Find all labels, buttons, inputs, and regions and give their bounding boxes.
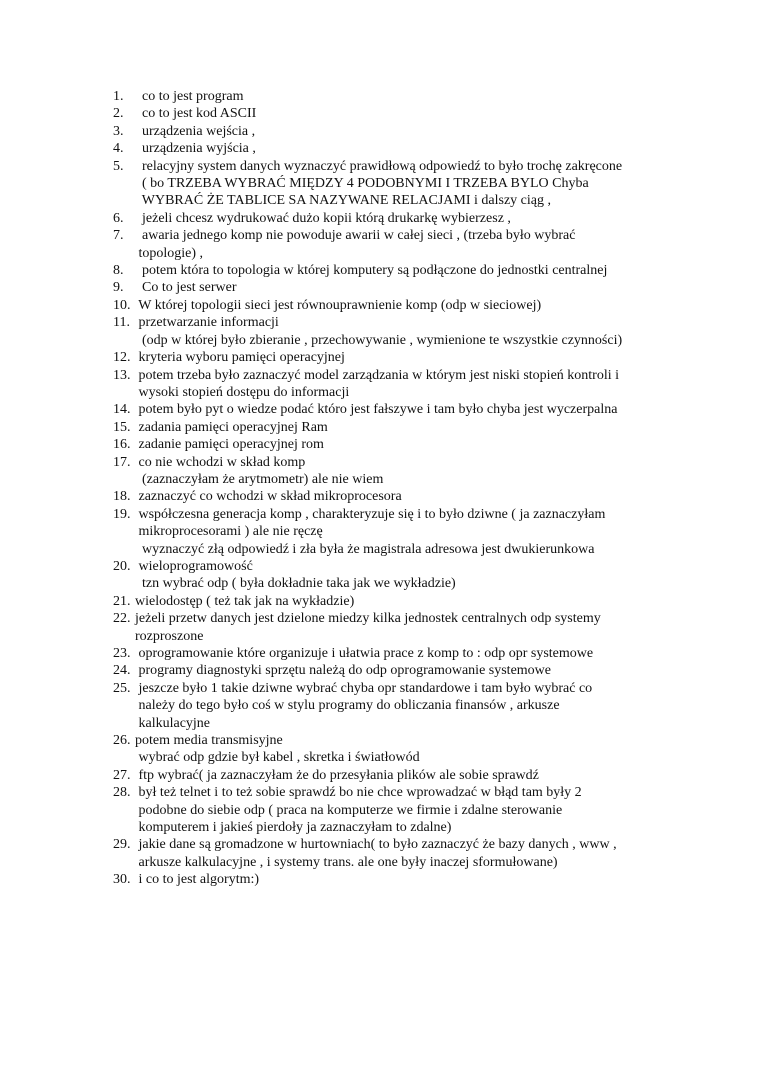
item-text-line: awaria jednego komp nie powoduje awarii w całej sieci , (trzeba było wybrać: [135, 228, 576, 244]
item-text-line: mikroprocesorami ) ale nie ręczę: [135, 524, 323, 540]
item-text-line: (zaznaczyłam że arytmometr) ale nie wiem: [135, 471, 384, 487]
item-text-line: co nie wchodzi w skład komp: [135, 454, 306, 470]
item-text-line: wieloprogramowość: [135, 558, 253, 574]
item-text: [135, 419, 693, 436]
item-text: [135, 454, 693, 489]
item-text-line: potem która to topologia w której komputery są podłączone do jednostki centralnej: [135, 263, 608, 279]
item-number: 8.: [113, 263, 124, 279]
item-number: 9.: [113, 280, 124, 296]
item-text: [135, 610, 693, 645]
item-text-line: wysoki stopień dostępu do informacji: [135, 384, 350, 400]
item-text: [135, 871, 693, 888]
item-number: 13.: [113, 367, 131, 383]
item-number: 14.: [113, 402, 131, 418]
item-text-line: jeszcze było 1 takie dziwne wybrać chyba opr standardowe i tam było wybrać co: [135, 680, 593, 696]
item-number: 15.: [113, 419, 131, 435]
list-item: [113, 88, 693, 105]
item-number: 17.: [113, 454, 131, 470]
item-number: 23.: [113, 646, 131, 661]
item-text-line: Co to jest serwer: [135, 280, 237, 296]
item-text: [135, 784, 693, 836]
item-text: [135, 210, 693, 227]
item-text: [135, 836, 693, 871]
list-item: [113, 105, 693, 122]
list-item: [113, 871, 693, 888]
item-text: [135, 645, 693, 662]
list-item: [113, 297, 693, 314]
list-item: [113, 662, 693, 679]
item-text-line: potem trzeba było zaznaczyć model zarządzania w którym jest niski stopień kontroli i: [135, 367, 619, 383]
item-number: 27.: [113, 767, 131, 783]
list-item: [113, 680, 693, 732]
item-text-line: co to jest program: [135, 89, 244, 104]
item-number: 21.: [113, 593, 131, 609]
list-item: [113, 558, 693, 593]
list-item: [113, 593, 693, 610]
item-number: 16.: [113, 437, 131, 453]
item-text: [135, 158, 693, 210]
item-number: 25.: [113, 680, 131, 696]
item-text-line: komputerem i jakieś pierdoły ja zaznaczyłam to zdalne): [135, 820, 452, 836]
item-text-line: ftp wybrać( ja zaznaczyłam że do przesyłania plików ale sobie sprawdź: [135, 767, 539, 783]
item-text-line: współczesna generacja komp , charakteryzuje się i to było dziwne ( ja zaznaczyłam: [135, 506, 606, 522]
item-number: 26.: [113, 733, 131, 749]
item-number: 19.: [113, 506, 131, 522]
item-text: [135, 297, 693, 314]
question-list: [113, 88, 693, 889]
item-text-line: rozproszone: [135, 628, 204, 644]
list-item: [113, 436, 693, 453]
item-text-line: potem media transmisyjne: [135, 733, 283, 749]
item-number: 1.: [113, 89, 124, 104]
list-item: [113, 645, 693, 662]
item-text-line: potem było pyt o wiedze podać któro jest fałszywe i tam było chyba jest wyczerpalna: [135, 402, 618, 418]
item-text: [135, 558, 693, 593]
item-text-line: arkusze kalkulacyjne , i systemy trans. ale one były inaczej sformułowane): [135, 854, 558, 870]
item-number: 22.: [113, 611, 131, 627]
item-number: 20.: [113, 558, 131, 574]
item-text: [135, 662, 693, 679]
list-item: [113, 610, 693, 645]
item-text-line: jakie dane są gromadzone w hurtowniach( to było zaznaczyć że bazy danych , www ,: [135, 837, 617, 853]
item-number: 28.: [113, 785, 131, 801]
item-text-line: (odp w której było zbieranie , przechowywanie , wymienione te wszystkie czynności): [135, 332, 623, 348]
item-text-line: był też telnet i to też sobie sprawdź bo nie chce wprowadzać w błąd tam były 2: [135, 785, 582, 801]
item-text: [135, 680, 693, 732]
item-text-line: przetwarzanie informacji: [135, 315, 279, 331]
item-text: [135, 488, 693, 505]
list-item: [113, 262, 693, 279]
item-text-line: zadania pamięci operacyjnej Ram: [135, 419, 328, 435]
item-text: [135, 123, 693, 140]
item-text-line: WYBRAĆ ŻE TABLICE SA NAZYWANE RELACJAMI i dalszy ciąg ,: [135, 193, 552, 209]
item-text-line: należy do tego było coś w stylu programy do obliczania finansów , arkusze: [135, 698, 560, 714]
item-number: 30.: [113, 872, 131, 888]
list-item: [113, 419, 693, 436]
item-text-line: zadanie pamięci operacyjnej rom: [135, 437, 324, 453]
item-text: [135, 105, 693, 122]
item-text-line: urządzenia wejścia ,: [135, 123, 256, 139]
item-text-line: kalkulacyjne: [135, 715, 211, 731]
item-text: [135, 436, 693, 453]
item-number: 24.: [113, 663, 131, 679]
list-item: [113, 784, 693, 836]
item-number: 4.: [113, 141, 124, 157]
item-text-line: ( bo TRZEBA WYBRAĆ MIĘDZY 4 PODOBNYMI I TRZEBA BYLO Chyba: [135, 176, 589, 192]
item-text-line: co to jest kod ASCII: [135, 106, 257, 122]
item-number: 18.: [113, 489, 131, 505]
item-text: [135, 88, 693, 105]
item-number: 6.: [113, 210, 124, 226]
item-number: 11.: [113, 315, 130, 331]
item-text-line: urządzenia wyjścia ,: [135, 141, 256, 157]
item-text-line: wybrać odp gdzie był kabel , skretka i światłowód: [135, 750, 420, 766]
list-item: [113, 506, 693, 558]
item-text: [135, 140, 693, 157]
item-text: [135, 767, 693, 784]
list-item: [113, 836, 693, 871]
item-text-line: W której topologii sieci jest równouprawnienie komp (odp w sieciowej): [135, 297, 542, 313]
item-number: 12.: [113, 350, 131, 366]
item-text-line: i co to jest algorytm:): [135, 872, 260, 888]
item-text: [135, 349, 693, 366]
item-number: 7.: [113, 228, 124, 244]
item-number: 3.: [113, 123, 124, 139]
item-text-line: wielodostęp ( też tak jak na wykładzie): [135, 593, 355, 609]
item-text-line: jeżeli przetw danych jest dzielone miedzy kilka jednostek centralnych odp systemy: [135, 611, 601, 627]
item-text: [135, 401, 693, 418]
list-item: [113, 314, 693, 349]
list-item: [113, 123, 693, 140]
item-number: 29.: [113, 837, 131, 853]
list-item: [113, 488, 693, 505]
item-text: [135, 227, 693, 262]
item-text-line: oprogramowanie które organizuje i ułatwia prace z komp to : odp opr systemowe: [135, 646, 594, 661]
item-text-line: wyznaczyć złą odpowiedź i zła była że magistrala adresowa jest dwukierunkowa: [135, 541, 595, 557]
item-number: 5.: [113, 158, 124, 174]
item-text: [135, 593, 693, 610]
list-item: [113, 210, 693, 227]
list-item: [113, 158, 693, 210]
item-text-line: relacyjny system danych wyznaczyć prawidłową odpowiedź to było trochę zakręcone: [135, 158, 623, 174]
list-item: [113, 140, 693, 157]
item-number: 2.: [113, 106, 124, 122]
list-item: [113, 227, 693, 262]
item-text-line: tzn wybrać odp ( była dokładnie taka jak we wykładzie): [135, 576, 456, 592]
item-text-line: topologie) ,: [135, 245, 204, 261]
item-text: [135, 732, 693, 767]
list-item: [113, 732, 693, 767]
list-item: [113, 279, 693, 296]
item-text: [135, 262, 693, 279]
list-item: [113, 367, 693, 402]
item-text: [135, 279, 693, 296]
item-number: 10.: [113, 297, 131, 313]
list-item: [113, 401, 693, 418]
item-text-line: podobne do siebie odp ( praca na komputerze we firmie i zdalne sterowanie: [135, 802, 563, 818]
list-item: [113, 454, 693, 489]
item-text: [135, 506, 693, 558]
item-text-line: jeżeli chcesz wydrukować dużo kopii którą drukarkę wybierzesz ,: [135, 210, 511, 226]
item-text: [135, 367, 693, 402]
list-item: [113, 349, 693, 366]
item-text-line: programy diagnostyki sprzętu należą do odp oprogramowanie systemowe: [135, 663, 552, 679]
list-item: [113, 767, 693, 784]
item-text-line: zaznaczyć co wchodzi w skład mikroprocesora: [135, 489, 402, 505]
item-text: [135, 314, 693, 349]
item-text-line: kryteria wyboru pamięci operacyjnej: [135, 350, 345, 366]
